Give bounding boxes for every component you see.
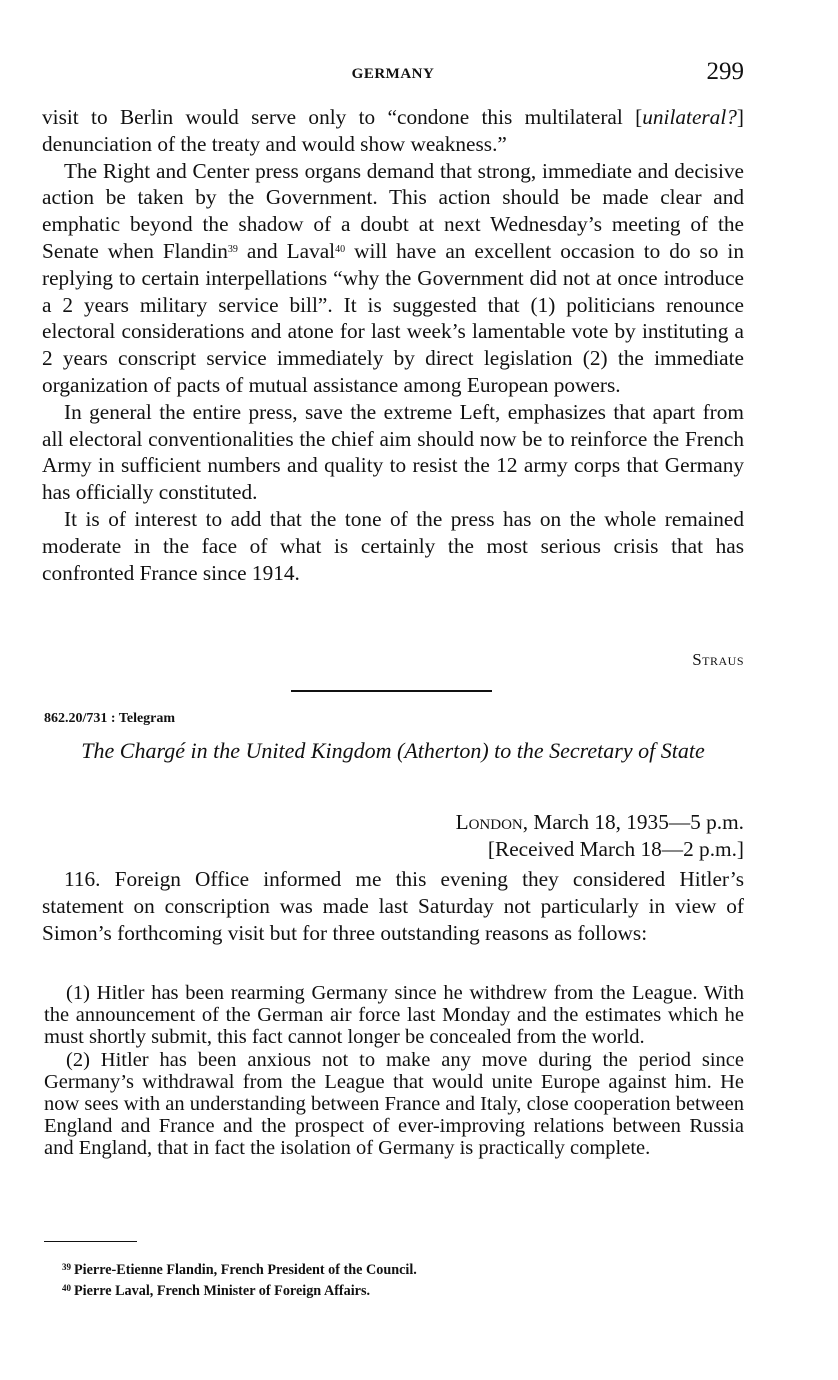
text-run: visit to Berlin would serve only to “condone this multilateral [ [42,105,643,129]
editorial-insertion: unilateral? [642,105,737,129]
section-divider [291,690,492,692]
date-received: [Received March 18—2 p.m.] [487,837,744,861]
document-title: The Chargé in the United Kingdom (Atherton) to the Secretary of State [81,738,705,763]
page-number: 299 [706,58,744,85]
footnote-mark: 39 [62,1262,71,1272]
footnotes [62,1258,744,1300]
footnote-ref-39: 39 [227,243,238,255]
paragraph-press-demands [42,158,744,399]
numbered-points [44,982,744,1160]
footnote-mark: 40 [62,1283,71,1293]
text-run: The Right and Center press organs demand that strong, immediate and decisive action be taken by the Government. This action should be made clear and emphatic beyond the shadow of a doubt at next Wednesday’s meeting of the Senate when Flandin [42,158,744,263]
body-text [42,104,744,586]
footnote-rule [44,1241,137,1242]
date: , March 18, 1935—5 p.m. [522,810,744,834]
document-number: 862.20/731 : Telegram [44,711,176,726]
running-head: GERMANY [351,66,435,82]
dateline [42,809,744,863]
point-2: (2) Hitler has been anxious not to make any move during the period since Germany’s withdrawal from the League that would unite Europe against him. He now sees with an understanding between France and Italy, close cooperation between England and France and the prospect of ever-improving relations between Russia and England, that in fact the isolation of Germany is practically complete. [44,1048,744,1160]
telegram-text [42,866,744,946]
date-sent [42,809,744,836]
footnote-39 [62,1258,744,1279]
paragraph-continued [42,104,744,158]
place: London [455,810,523,834]
text-run: will have an excellent occasion to do so in replying to certain interpellations “why the Government did not at once introduce a 2 years military service bill”. It is suggested that (1) politicians renounce electoral considerations and atone for last week’s lamentable vote by instituting a 2 years conscript service immediately by direct legislation (2) the immediate organization of pacts of mutual assistance among European powers. [42,238,744,397]
point-1: (1) Hitler has been rearming Germany since he withdrew from the League. With the announcement of the German air force last Monday and the estimates which he must shortly submit, this fact cannot longer be concealed from the world. [44,982,744,1049]
paragraph-116: 116. Foreign Office informed me this evening they considered Hitler’s statement on conscription was made last Saturday not particularly in view of Simon’s forthcoming visit but for three outstanding reasons as follows: [42,867,744,945]
footnote-ref-40: 40 [335,243,346,255]
paragraph-general-press: In general the entire press, save the extreme Left, emphasizes that apart from all electoral conventionalities the chief aim should now be to reinforce the French Army in sufficient numbers and quality to resist the 12 army corps that Germany has officially constituted. [42,399,744,505]
text-run: and Laval [237,238,336,263]
text-run: ] denunciation of the treaty and would show weakness.” [42,105,744,156]
paragraph-tone: It is of interest to add that the tone of the press has on the whole remained moderate in the face of what is certainly the most serious crisis that has confronted France since 1914. [42,506,744,585]
page-header [42,58,744,90]
footnote-text: Pierre Laval, French Minister of Foreign Affairs. [74,1283,371,1299]
signature: Straus [692,650,744,669]
footnote-text: Pierre-Etienne Flandin, French President of the Council. [74,1262,417,1278]
footnote-40 [62,1279,744,1300]
